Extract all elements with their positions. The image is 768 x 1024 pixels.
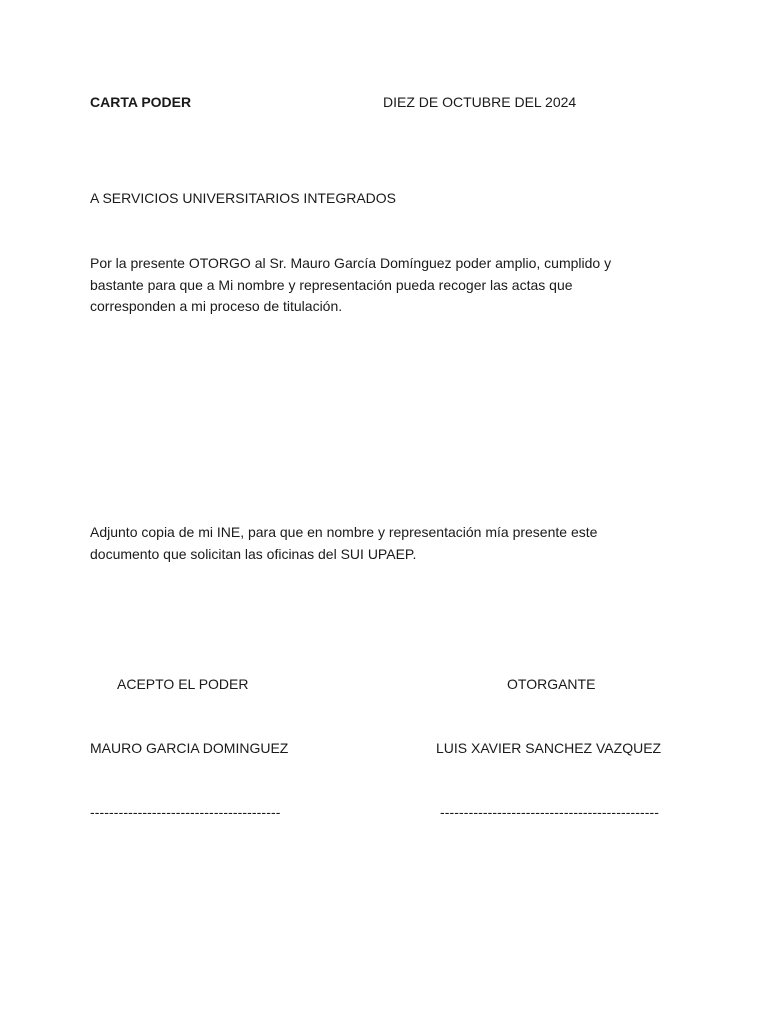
grantor-signature-line: ---------------------------------------------- [440, 804, 660, 820]
grant-paragraph-line: corresponden a mi proceso de titulación. [90, 298, 343, 315]
grant-paragraph [90, 253, 650, 318]
attachment-paragraph-line: Adjunto copia de mi INE, para que en nombre y representación mía presente este [90, 524, 598, 540]
attorney-signature-line: ---------------------------------------- [90, 804, 281, 820]
attorney-name: MAURO GARCIA DOMINGUEZ [90, 740, 289, 756]
grant-paragraph-line: Por la presente OTORGO al Sr. Mauro García Domínguez poder amplio, cumplido y [90, 255, 612, 271]
grant-paragraph-line: bastante para que a Mi nombre y representación pueda recoger las actas que [90, 276, 573, 293]
grantor-label: OTORGANTE [507, 676, 596, 692]
accept-label: ACEPTO EL PODER [117, 676, 249, 692]
document-title: CARTA PODER [90, 94, 192, 110]
attachment-paragraph-line: documento que solicitan las oficinas del SUI UPAEP. [90, 545, 417, 562]
grantor-name: LUIS XAVIER SANCHEZ VAZQUEZ [436, 740, 662, 756]
attachment-paragraph [90, 522, 650, 565]
document-date: DIEZ DE OCTUBRE DEL 2024 [383, 94, 577, 110]
recipient-line: A SERVICIOS UNIVERSITARIOS INTEGRADOS [90, 190, 396, 206]
